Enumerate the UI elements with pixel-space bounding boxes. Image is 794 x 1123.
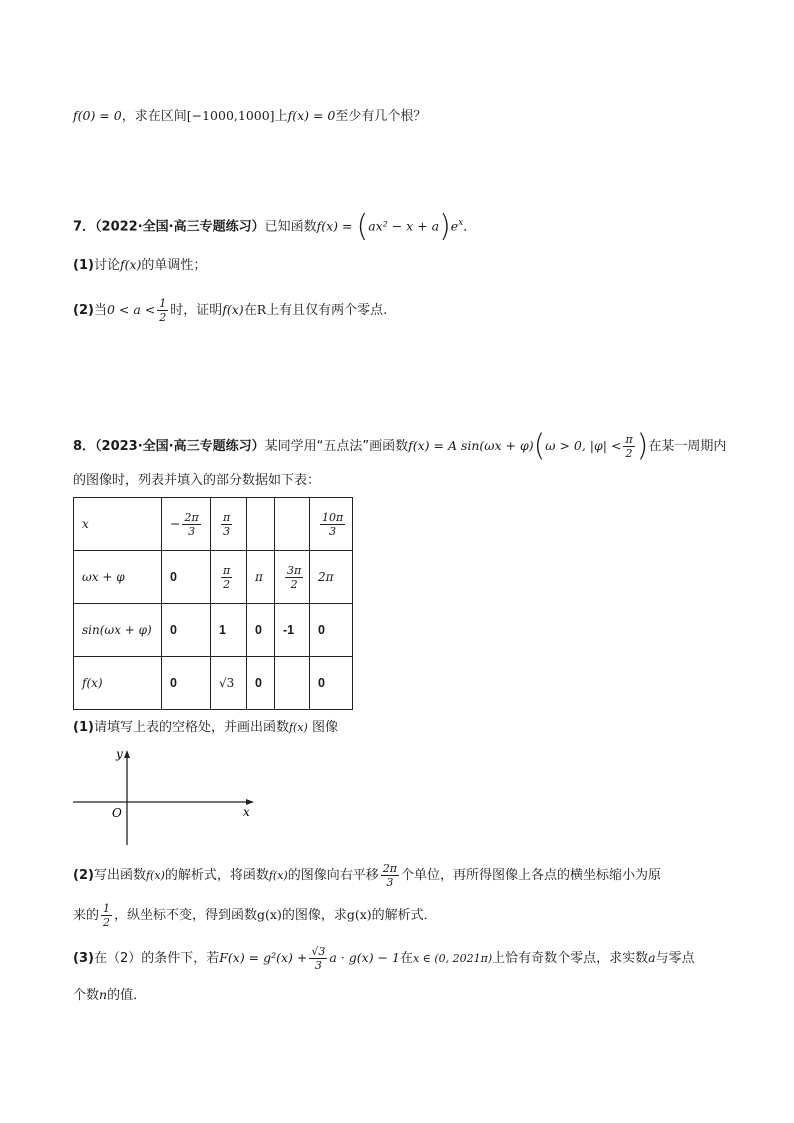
q7-func-exp-sup: x xyxy=(458,218,464,228)
q8-part1 xyxy=(73,718,338,738)
q8-intro: 某同学用“五点法”画函数 xyxy=(264,439,409,454)
row-label-phase: ωx + φ xyxy=(74,551,162,604)
q8-stem xyxy=(73,428,727,464)
cell-f-3 xyxy=(275,657,310,710)
row-label-f: f(x) xyxy=(74,657,162,710)
q8-p2-h: 的解析式． xyxy=(371,908,437,923)
q7-p1-b: 的单调性； xyxy=(141,258,207,273)
q8-p2-c: 的图像向右平移 xyxy=(287,868,379,883)
q8-stem-line2 xyxy=(73,471,320,491)
q7-p2-R: R xyxy=(256,302,267,317)
q7-p2-num: 1 xyxy=(159,297,167,310)
q8-p3-a: 在（2）的条件下，若 xyxy=(93,951,220,966)
cell-sin-1: 1 xyxy=(211,604,247,657)
q8-cond-num: π xyxy=(625,433,633,446)
q7-number: 7． xyxy=(73,219,96,235)
cell-phase-2: π xyxy=(247,551,275,604)
q7-source: （2022·全国·高三专题练习） xyxy=(95,219,265,235)
cell-f-0: 0 xyxy=(162,657,211,710)
q8-p3-F: F(x) = g²(x) + xyxy=(219,950,308,965)
cell-f-4: 0 xyxy=(310,657,353,710)
q8-p3-d: 与零点 xyxy=(655,951,695,966)
q8-p3-label: (3) xyxy=(73,951,94,966)
q8-p3-F2: a · g(x) − 1 xyxy=(329,950,400,965)
q7-rparen: ) xyxy=(439,208,451,244)
q7-stem xyxy=(73,208,477,244)
q7-func-end: ． xyxy=(463,219,477,235)
q8-source: （2023·全国·高三专题练习） xyxy=(95,439,265,454)
table-row-x xyxy=(74,498,353,551)
axis-origin-label: O xyxy=(112,806,122,820)
q8-p3-b: 在 xyxy=(399,951,413,966)
cell-x-4: $\frac{10\pi}{3}$ xyxy=(310,498,353,551)
q6-text-end: 至少有几个根？ xyxy=(335,109,427,124)
q8-p1-f: f(x) xyxy=(288,721,308,734)
q7-p2-cond: 0 < a < xyxy=(106,302,156,317)
q6-eq: f(x) = 0 xyxy=(287,108,336,123)
q8-p3-interval: x ∈ (0, 2021π) xyxy=(412,952,493,965)
cell-phase-4: 2π xyxy=(310,551,353,604)
q6-condition: f(0) = 0 xyxy=(73,108,122,123)
cell-x-0: − $\frac{2\pi}{3}$ xyxy=(162,498,211,551)
q8-p3-e: 个数 xyxy=(73,988,100,1003)
y-axis-arrow xyxy=(124,750,130,758)
q6-interval: [−1000,1000] xyxy=(186,108,275,123)
cell-phase-0: 0 xyxy=(162,551,211,604)
q7-p2-label: (2) xyxy=(73,303,94,318)
q7-p1-label: (1) xyxy=(73,258,94,273)
axis-x-label: x xyxy=(243,805,250,819)
q8-func: f(x) = A sin(ωx + φ) xyxy=(408,438,534,453)
q8-p2-d: 个单位，再所得图像上各点的横坐标缩小为原 xyxy=(400,868,661,883)
cell-x-3 xyxy=(275,498,310,551)
q8-p2-shift: $\frac{2\pi}{3}$ xyxy=(382,862,397,889)
q7-p2-fraction xyxy=(157,297,168,324)
q7-p2-a: 当 xyxy=(93,303,107,318)
q8-part3-line1 xyxy=(73,945,695,972)
q8-part2-line1 xyxy=(73,862,661,889)
q8-p2-f: ，纵坐标不变，得到函数 xyxy=(114,908,258,923)
q8-line2: 的图像时，列表并填入的部分数据如下表： xyxy=(73,473,321,488)
q8-p2-e: 来的 xyxy=(73,908,100,923)
table-row-sin xyxy=(74,604,353,657)
q7-p2-b: 时，证明 xyxy=(170,303,223,318)
q8-p3-a-var: a xyxy=(648,950,656,965)
cell-f-1: √3 xyxy=(211,657,247,710)
q8-p2-b: 的解析式，将函数 xyxy=(164,868,269,883)
q8-p3-n: n xyxy=(99,987,108,1002)
five-point-table xyxy=(73,497,353,710)
q7-func-exp: e xyxy=(450,218,459,234)
cell-sin-3: -1 xyxy=(275,604,310,657)
q8-intro-end: 在某一周期内 xyxy=(648,439,727,454)
q8-p2-a: 写出函数 xyxy=(93,868,146,883)
q7-part2 xyxy=(73,297,387,324)
q7-intro: 已知函数 xyxy=(264,219,317,235)
q7-p1-f: f(x) xyxy=(119,257,142,272)
q6-text-on: 上 xyxy=(274,109,288,124)
q6-text-mid: ，求在区间 xyxy=(121,109,187,124)
q8-p1-end: 图像 xyxy=(307,720,338,735)
cell-sin-4: 0 xyxy=(310,604,353,657)
q7-p2-f: f(x) xyxy=(222,302,244,317)
q8-part2-line2 xyxy=(73,902,437,929)
cell-phase-3: $\frac{3\pi}{2}$ xyxy=(275,551,310,604)
q8-p2-f1: f(x) xyxy=(145,869,165,882)
table-row-phase xyxy=(74,551,353,604)
q7-p2-d: 上有且仅有两个零点. xyxy=(266,303,388,318)
q8-p1-label: (1) xyxy=(73,720,94,735)
q7-p2-c: 在 xyxy=(243,303,257,318)
cell-x-1: $\frac{\pi}{3}$ xyxy=(211,498,247,551)
q7-lparen: ( xyxy=(356,208,369,244)
q8-p2-g2: g(x) xyxy=(346,907,372,922)
q7-func-lhs: f(x) = xyxy=(316,218,357,234)
row-label-sin: sin(ωx + φ) xyxy=(74,604,162,657)
q8-cond-fraction xyxy=(623,433,634,460)
q8-number: 8． xyxy=(73,439,96,454)
q8-p1-text: 请填写上表的空格处，并画出函数 xyxy=(93,720,289,735)
q8-part3-line2 xyxy=(73,985,146,1006)
axis-y-label: y xyxy=(116,747,123,761)
cell-phase-1: $\frac{\pi}{2}$ xyxy=(211,551,247,604)
q8-p2-g1: g(x) xyxy=(257,907,282,922)
q7-part1 xyxy=(73,255,206,276)
cell-x-2 xyxy=(247,498,275,551)
q8-rparen: ) xyxy=(636,428,649,464)
cell-sin-0: 0 xyxy=(162,604,211,657)
table-row-f xyxy=(74,657,353,710)
q8-p3-c: 上恰有奇数个零点，求实数 xyxy=(492,951,649,966)
q8-lparen: ( xyxy=(533,428,546,464)
q7-func-rhs: ax² − x + a xyxy=(368,218,440,234)
q6-tail-line xyxy=(73,106,426,127)
q8-cond-den: 2 xyxy=(625,447,633,460)
q8-cond: ω > 0, |φ| < xyxy=(545,438,622,453)
q8-p2-half: $\frac{1}{2}$ xyxy=(103,902,111,929)
q7-p2-den: 2 xyxy=(159,311,167,324)
row-label-x: x xyxy=(74,498,162,551)
cell-f-2: 0 xyxy=(247,657,275,710)
q8-p2-g: 的图像，求 xyxy=(281,908,347,923)
q8-p2-f2: f(x) xyxy=(268,869,288,882)
coordinate-axes xyxy=(70,745,260,850)
q7-p1-a: 讨论 xyxy=(93,258,120,273)
q8-p3-sqrt-frac: $\frac{√3}{3}$ xyxy=(311,945,326,972)
cell-sin-2: 0 xyxy=(247,604,275,657)
q8-p2-label: (2) xyxy=(73,868,94,883)
q8-p3-f: 的值． xyxy=(107,988,147,1003)
